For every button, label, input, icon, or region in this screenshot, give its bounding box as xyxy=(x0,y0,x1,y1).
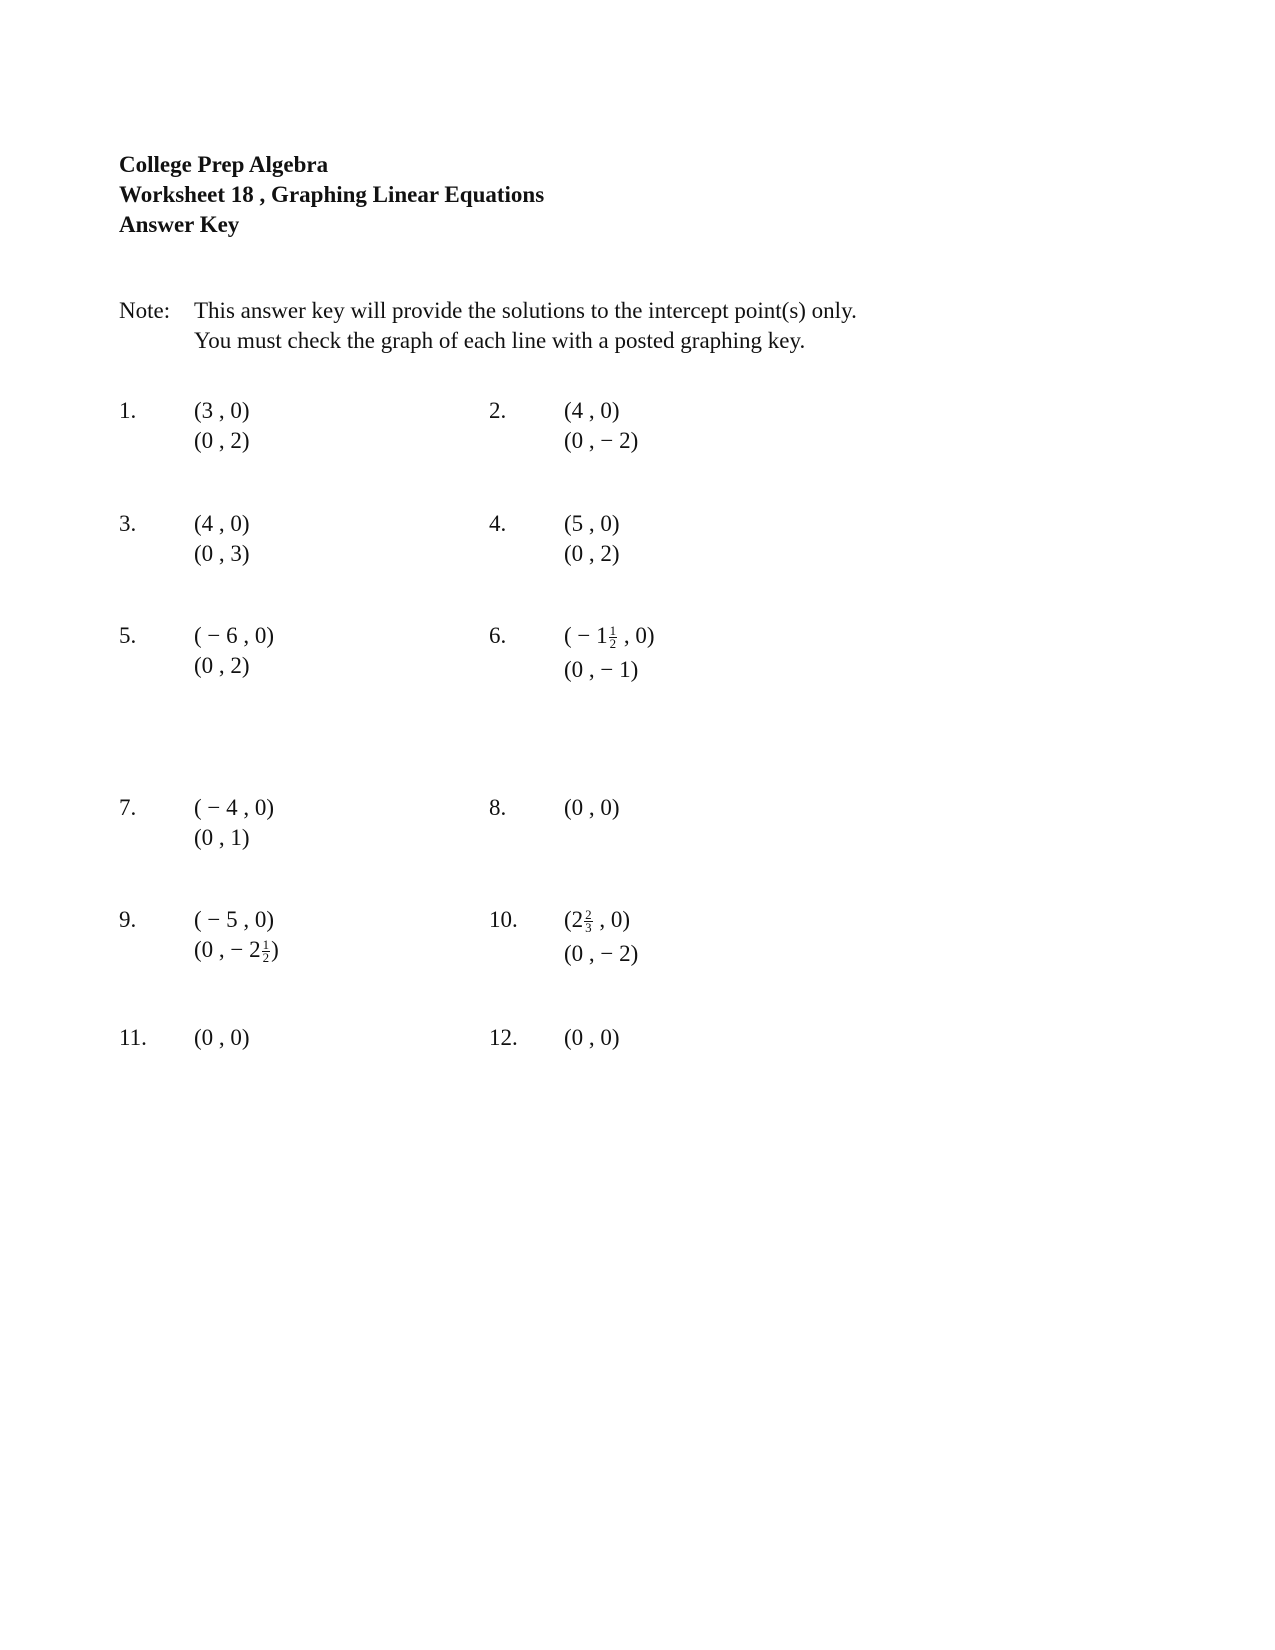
intercept-point: (0 , 3) xyxy=(194,541,250,566)
intercept-point: (0 , 2) xyxy=(564,541,620,566)
intercept-point xyxy=(564,621,655,655)
intercept-points xyxy=(194,793,274,853)
intercept-points xyxy=(564,396,638,456)
intercept-point xyxy=(194,935,279,969)
note-text xyxy=(194,296,857,356)
intercept-point: (4 , 0) xyxy=(194,511,250,536)
intercept-points xyxy=(564,621,655,685)
fraction-numerator: 2 xyxy=(585,907,592,923)
intercept-points xyxy=(194,621,274,681)
fraction-denominator: 2 xyxy=(609,636,617,652)
problem-number: 10. xyxy=(489,907,518,932)
intercept-point: (3 , 0) xyxy=(194,398,250,423)
fraction-numerator: 1 xyxy=(609,623,617,639)
problem-number: 1. xyxy=(119,398,137,423)
problem-number: 7. xyxy=(119,795,137,820)
problem-number: 8. xyxy=(489,795,507,820)
course-title: College Prep Algebra xyxy=(119,152,329,177)
intercept-points xyxy=(194,396,250,456)
intercept-point xyxy=(564,905,638,939)
intercept-point: (0 , 2) xyxy=(194,653,250,678)
intercept-points xyxy=(194,905,279,969)
problem-number: 12. xyxy=(489,1025,518,1050)
fraction xyxy=(584,909,593,934)
fraction xyxy=(262,939,271,964)
problem-number: 9. xyxy=(119,907,137,932)
intercept-point: (4 , 0) xyxy=(564,398,620,423)
fraction xyxy=(609,625,618,650)
intercept-point: (0 , 0) xyxy=(194,1025,250,1050)
point-text: (0 , − 2 xyxy=(194,937,261,962)
intercept-points xyxy=(194,1023,250,1053)
intercept-point: (0 , 2) xyxy=(194,428,250,453)
note-line-1: This answer key will provide the solutions to the intercept point(s) only. xyxy=(194,298,857,323)
intercept-point: ( − 4 , 0) xyxy=(194,795,275,820)
intercept-points xyxy=(564,793,620,823)
point-text: ) xyxy=(271,937,279,962)
note-label: Note: xyxy=(119,298,171,323)
worksheet-title: Worksheet 18 , Graphing Linear Equations xyxy=(119,182,545,207)
problem-number: 6. xyxy=(489,623,507,648)
intercept-point: (5 , 0) xyxy=(564,511,620,536)
point-text: , 0) xyxy=(618,623,655,648)
answer-key-title: Answer Key xyxy=(119,212,240,237)
intercept-points xyxy=(564,1023,620,1053)
fraction-denominator: 2 xyxy=(262,950,270,966)
intercept-point: (0 , − 1) xyxy=(564,657,639,682)
note-line-2: You must check the graph of each line with a posted graphing key. xyxy=(194,328,806,353)
problem-number: 4. xyxy=(489,511,507,536)
worksheet-header xyxy=(119,150,544,240)
point-text: , 0) xyxy=(593,907,631,932)
problem-number: 3. xyxy=(119,511,137,536)
intercept-points xyxy=(194,509,250,569)
problem-number: 11. xyxy=(119,1025,147,1050)
fraction-numerator: 1 xyxy=(262,937,270,953)
intercept-points xyxy=(564,905,638,969)
fraction-denominator: 3 xyxy=(585,920,592,936)
point-text: ( − 1 xyxy=(564,623,608,648)
intercept-point: ( − 6 , 0) xyxy=(194,623,275,648)
problem-number: 5. xyxy=(119,623,137,648)
intercept-point: ( − 5 , 0) xyxy=(194,907,275,932)
intercept-point: (0 , − 2) xyxy=(564,428,639,453)
intercept-point: (0 , − 2) xyxy=(564,941,639,966)
problem-number: 2. xyxy=(489,398,507,423)
intercept-points xyxy=(564,509,620,569)
intercept-point: (0 , 0) xyxy=(564,795,620,820)
intercept-point: (0 , 0) xyxy=(564,1025,620,1050)
intercept-point: (0 , 1) xyxy=(194,825,250,850)
point-text: (2 xyxy=(564,907,584,932)
